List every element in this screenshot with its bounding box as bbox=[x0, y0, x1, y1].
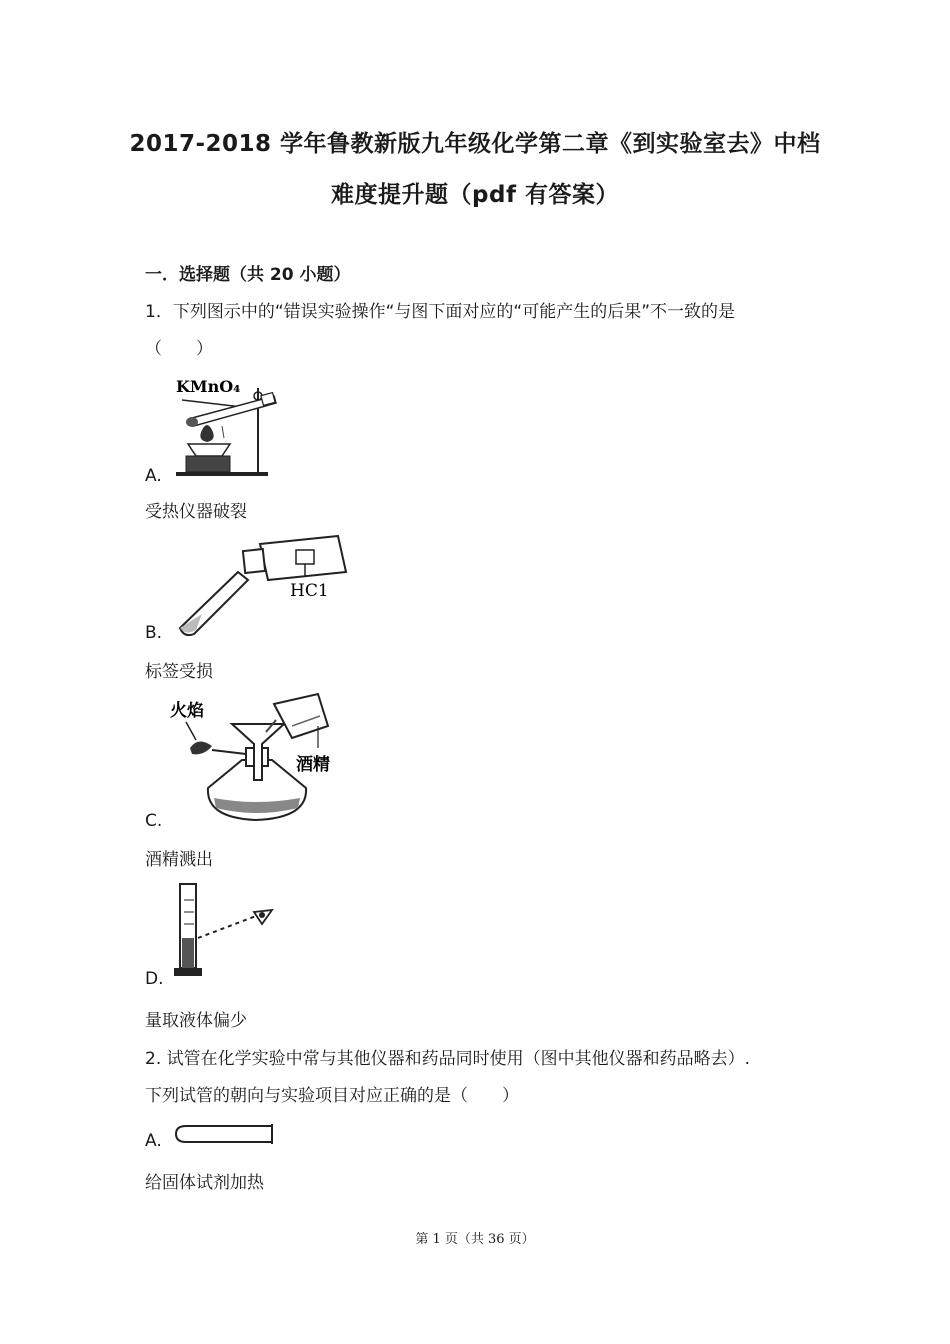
option-c-letter: C. bbox=[145, 811, 163, 831]
question-1-text: 1．下列图示中的“错误实验操作“与图下面对应的“可能产生的后果”不一致的是 bbox=[145, 302, 736, 322]
page-footer: 第 1 页（共 36 页） bbox=[415, 1232, 535, 1247]
figure-a-label: KMnO₄ bbox=[176, 377, 241, 396]
figure-d-graduated-cylinder bbox=[172, 880, 282, 982]
option-a-letter: A. bbox=[145, 466, 162, 486]
option-b-letter: B. bbox=[145, 623, 163, 643]
figure-b-label: HC1 bbox=[290, 581, 329, 601]
option-a-caption: 受热仪器破裂 bbox=[145, 502, 247, 522]
question-2-text-line2: 下列试管的朝向与实验项目对应正确的是（ ） bbox=[145, 1086, 519, 1106]
question-2-text: 2. 试管在化学实验中常与其他仪器和药品同时使用（图中其他仪器和药品略去）. bbox=[145, 1049, 751, 1069]
figure-c-label-alcohol: 酒精 bbox=[296, 755, 330, 775]
section-heading: 一．选择题（共 20 小题） bbox=[145, 265, 351, 285]
figure-c-label-flame: 火焰 bbox=[170, 701, 204, 721]
figure-a-heating-apparatus bbox=[172, 370, 282, 480]
q2-option-a-letter: A. bbox=[145, 1131, 162, 1151]
document-title-line1: 2017-2018 学年鲁教新版九年级化学第二章《到实验室去》中档 bbox=[129, 131, 821, 157]
option-d-caption: 量取液体偏少 bbox=[145, 1011, 247, 1031]
document-title-line2: 难度提升题（pdf 有答案） bbox=[331, 182, 619, 208]
question-1-bracket: （ ） bbox=[145, 339, 213, 359]
figure-c-alcohol-lamp bbox=[168, 690, 343, 830]
option-d-letter: D. bbox=[145, 969, 164, 989]
figure-b-pouring-hcl bbox=[172, 530, 352, 640]
option-c-caption: 酒精溅出 bbox=[145, 850, 213, 870]
figure-q2-a-test-tube bbox=[172, 1122, 278, 1146]
option-b-caption: 标签受损 bbox=[145, 662, 213, 682]
q2-option-a-caption: 给固体试剂加热 bbox=[145, 1173, 264, 1193]
